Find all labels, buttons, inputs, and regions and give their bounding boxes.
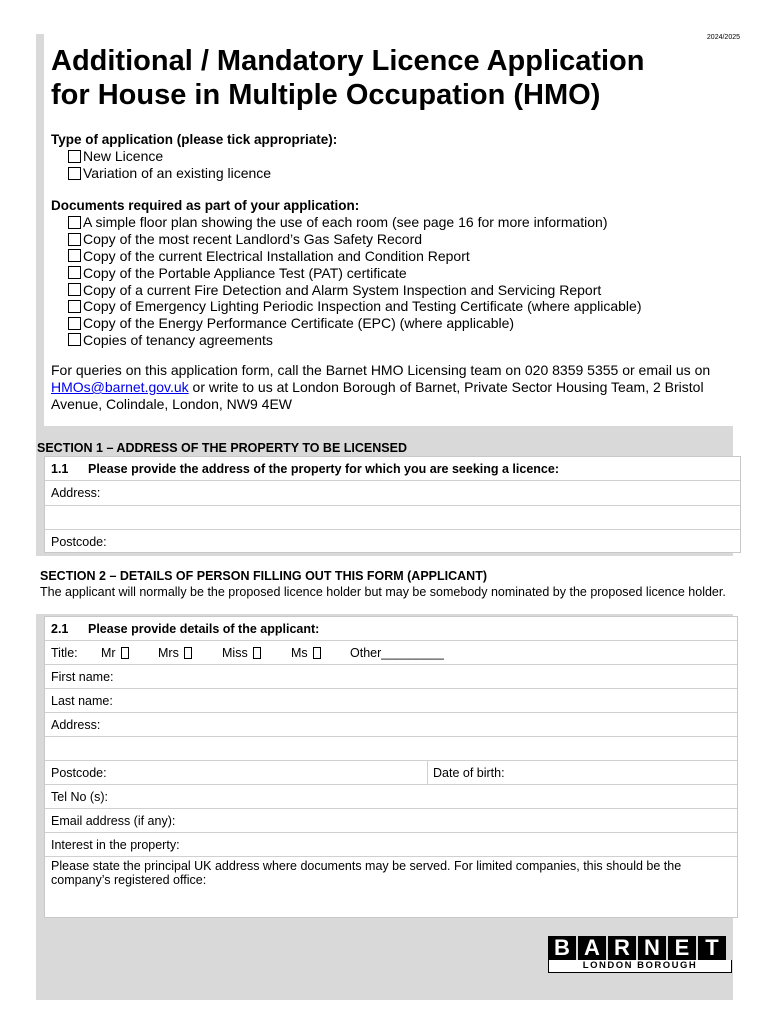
query-text-end: or write to us at London Borough of Barnet, Private Sector Housing Team, 2 Bristol Avenue, Colindale, London, NW9 4EW	[51, 379, 704, 412]
doc-item[interactable]	[68, 281, 642, 298]
title-row	[45, 641, 737, 665]
postcode-field[interactable]	[45, 761, 428, 784]
logo-letter: B	[548, 936, 576, 960]
title-mr-label: Mr	[101, 645, 116, 660]
title-mrs-label: Mrs	[158, 645, 179, 660]
checkbox[interactable]	[68, 300, 81, 313]
doc-item[interactable]	[68, 214, 642, 231]
documents-block	[51, 197, 642, 348]
doc-label: Copy of the most recent Landlord’s Gas Safety Record	[83, 231, 423, 248]
section1-title: SECTION 1 – ADDRESS OF THE PROPERTY TO BE LICENSED	[37, 441, 407, 455]
postcode-label: Postcode:	[51, 765, 107, 780]
first-name-field[interactable]	[45, 665, 737, 689]
section2-question	[45, 617, 737, 641]
title-label: Title:	[51, 645, 78, 660]
year-label: 2024/2025	[706, 34, 740, 41]
checkbox[interactable]	[68, 266, 81, 279]
last-name-label: Last name:	[51, 693, 113, 708]
doc-label: Copy of the Portable Appliance Test (PAT) certificate	[83, 264, 407, 281]
checkbox[interactable]	[68, 333, 81, 346]
address-field-line2[interactable]	[45, 506, 740, 530]
tel-field[interactable]	[45, 785, 737, 809]
email-field[interactable]	[45, 809, 737, 833]
checkbox[interactable]	[253, 647, 261, 659]
doc-label: Copies of tenancy agreements	[83, 331, 273, 348]
address-label: Address:	[51, 486, 101, 500]
logo-letter: E	[668, 936, 696, 960]
dob-label: Date of birth:	[433, 765, 505, 780]
checkbox[interactable]	[68, 249, 81, 262]
application-type-header: Type of application (please tick appropriate):	[51, 132, 338, 147]
question-number: 2.1	[51, 621, 69, 636]
section2-subtitle: The applicant will normally be the proposed licence holder but may be somebody nominated by the proposed licence holder.	[40, 585, 726, 599]
doc-label: A simple floor plan showing the use of each room (see page 16 for more information)	[83, 214, 608, 231]
title-miss-label: Miss	[222, 645, 248, 660]
postcode-field[interactable]	[45, 530, 740, 553]
doc-label: Copy of the current Electrical Installation and Condition Report	[83, 247, 470, 264]
checkbox[interactable]	[68, 150, 81, 163]
last-name-field[interactable]	[45, 689, 737, 713]
checkbox[interactable]	[68, 167, 81, 180]
logo-letters	[548, 936, 732, 960]
documents-header: Documents required as part of your application:	[51, 198, 360, 213]
doc-item[interactable]	[68, 248, 642, 265]
type-option-variation[interactable]	[68, 165, 337, 182]
interest-field[interactable]	[45, 833, 737, 857]
type-option-label: Variation of an existing licence	[83, 165, 272, 182]
address-field[interactable]	[45, 481, 740, 506]
title-line-1: Additional / Mandatory Licence Application	[51, 45, 645, 77]
doc-item[interactable]	[68, 264, 642, 281]
doc-item[interactable]	[68, 231, 642, 248]
section1-question	[45, 457, 740, 481]
title-line-2: for House in Multiple Occupation (HMO)	[51, 79, 601, 111]
logo-letter: N	[638, 936, 666, 960]
logo-letter: A	[578, 936, 606, 960]
doc-label: Copy of a current Fire Detection and Alarm System Inspection and Servicing Report	[83, 281, 602, 298]
checkbox[interactable]	[313, 647, 321, 659]
checkbox[interactable]	[68, 233, 81, 246]
question-number: 1.1	[51, 461, 69, 476]
title-option-ms[interactable]	[291, 646, 350, 660]
checkbox[interactable]	[68, 317, 81, 330]
title-option-mrs[interactable]	[158, 646, 222, 660]
query-paragraph	[51, 362, 746, 413]
title-option-mr[interactable]	[101, 646, 158, 660]
question-text: Please provide details of the applicant:	[88, 621, 320, 636]
title-ms-label: Ms	[291, 645, 308, 660]
doc-item[interactable]	[68, 332, 642, 349]
logo-letter: R	[608, 936, 636, 960]
email-label: Email address (if any):	[51, 813, 176, 828]
address-field-line2[interactable]	[45, 737, 737, 761]
application-type-block	[51, 131, 337, 182]
interest-label: Interest in the property:	[51, 837, 180, 852]
type-option-label: New Licence	[83, 148, 164, 165]
page-left-bar	[36, 34, 44, 426]
title-option-miss[interactable]	[222, 646, 291, 660]
postcode-label: Postcode:	[51, 534, 107, 549]
address-field[interactable]	[45, 713, 737, 737]
tel-label: Tel No (s):	[51, 789, 108, 804]
logo-letter: T	[698, 936, 726, 960]
postcode-dob-row	[45, 761, 737, 785]
first-name-label: First name:	[51, 669, 114, 684]
type-option-new[interactable]	[68, 148, 337, 165]
checkbox[interactable]	[184, 647, 192, 659]
section2-title: SECTION 2 – DETAILS OF PERSON FILLING OUT THIS FORM (APPLICANT)	[40, 569, 487, 583]
email-link[interactable]: HMOs@barnet.gov.uk	[51, 379, 189, 395]
checkbox[interactable]	[68, 216, 81, 229]
doc-label: Copy of the Energy Performance Certificate (EPC) (where applicable)	[83, 315, 515, 332]
dob-field[interactable]	[428, 761, 505, 784]
section2-table	[44, 616, 738, 918]
address-label: Address:	[51, 717, 101, 732]
checkbox[interactable]	[121, 647, 129, 659]
barnet-logo	[548, 936, 732, 973]
doc-label: Copy of Emergency Lighting Periodic Inspection and Testing Certificate (where applicable)	[83, 298, 642, 315]
doc-item[interactable]	[68, 315, 642, 332]
query-text-start: For queries on this application form, call the Barnet HMO Licensing team on 020 8359 5355 or email us on	[51, 362, 711, 378]
section1-table	[44, 456, 741, 553]
principal-address-label: Please state the principal UK address where documents may be served. For limited companies, this should be the company’s registered office:	[51, 859, 682, 887]
title-option-other[interactable]: Other_________	[350, 645, 444, 660]
logo-subtitle: LONDON BOROUGH	[548, 960, 732, 973]
question-text: Please provide the address of the property for which you are seeking a licence:	[88, 461, 559, 476]
page-title	[51, 44, 741, 112]
doc-item[interactable]	[68, 298, 642, 315]
checkbox[interactable]	[68, 283, 81, 296]
principal-address-field[interactable]	[45, 857, 737, 917]
